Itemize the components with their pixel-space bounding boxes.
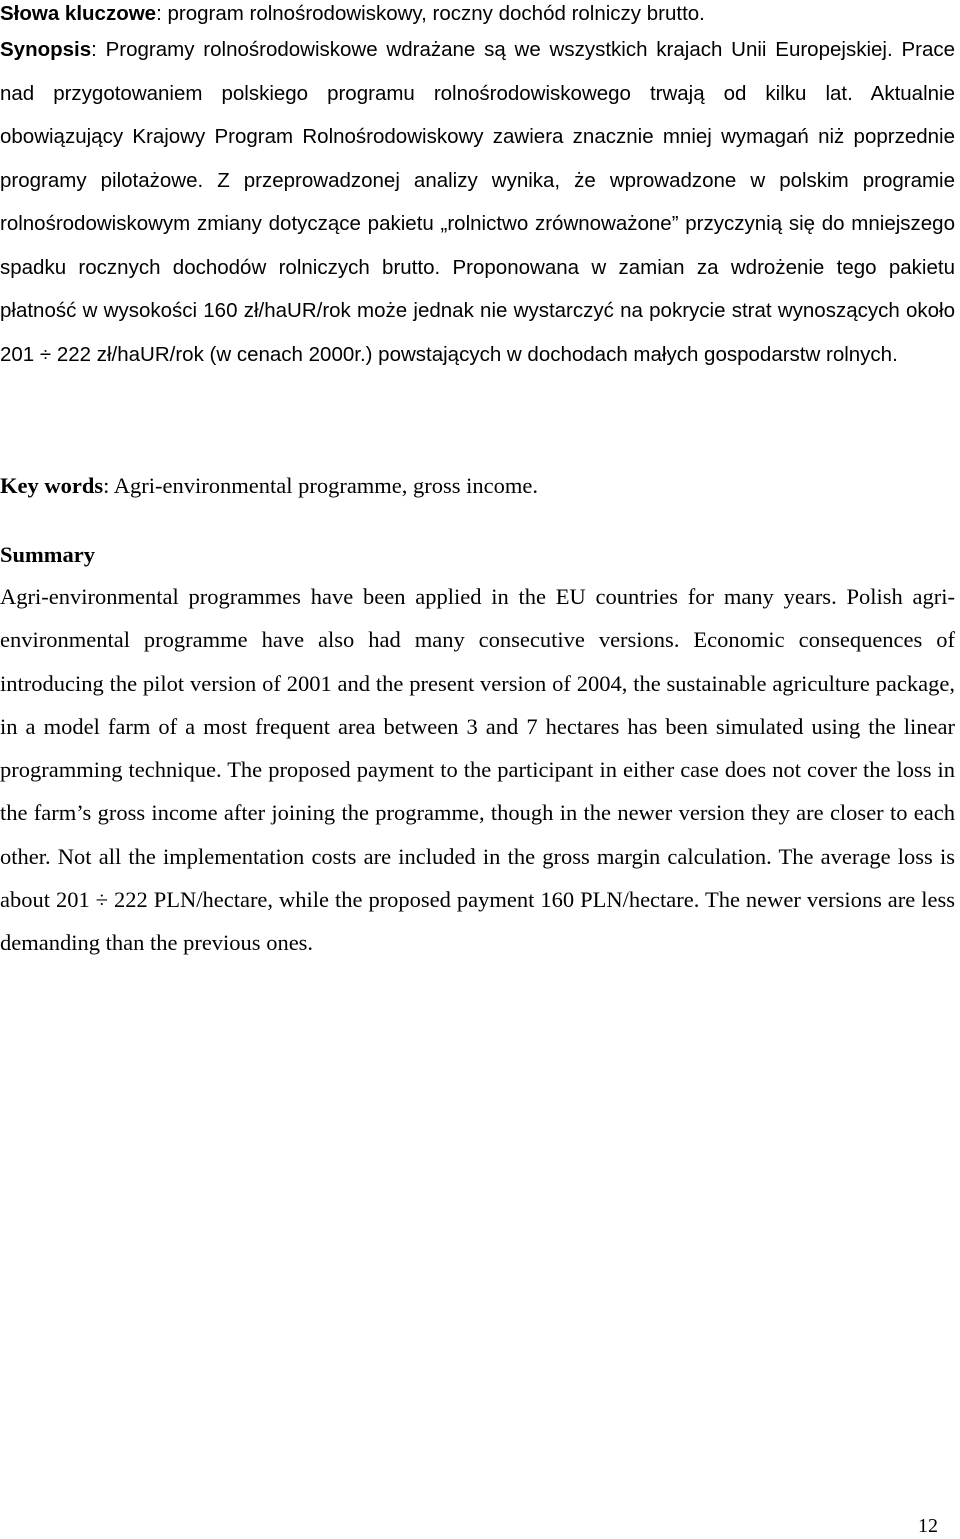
polish-keywords-text: : program rolnośrodowiskowy, roczny dochód rolniczy brutto.	[156, 2, 705, 25]
polish-synopsis	[0, 28, 955, 376]
page-number: 12	[918, 1515, 938, 1537]
polish-synopsis-text: : Programy rolnośrodowiskowe wdrażane są we wszystkich krajach Unii Europejskiej. Prace nad przygotowaniem polskiego programu rolnośrodowiskowego trwają od kilku lat. Aktualnie obowiązujący Krajowy Program Rolnośrodowiskowy zawiera znacznie mniej wymagań niż poprzednie programy pilotażowe. Z przeprowadzonej analizy wynika, że wprowadzone w polskim programie rolnośrodowiskowym zmiany dotyczące pakietu „rolnictwo zrównoważone” przyczynią się do mniejszego spadku rocznych dochodów rolniczych brutto. Proponowana w zamian za wdrożenie tego pakietu płatność w wysokości 160 zł/haUR/rok może jednak nie wystarczyć na pokrycie strat wynoszących około 201 ÷ 222 zł/haUR/rok (w cenach 2000r.) powstających w dochodach małych gospodarstw rolnych.	[0, 38, 955, 366]
polish-keywords-label: Słowa kluczowe	[0, 2, 157, 25]
english-keywords	[0, 464, 955, 507]
summary-paragraph: Agri-environmental programmes have been applied in the EU countries for many years. Polish agri-environmental programme have also had many consecutive versions. Economic consequences of introducing the pilot version of 2001 and the present version of 2004, the sustainable agriculture package, in a model farm of a most frequent area between 3 and 7 hectares has been simulated using the linear programming technique. The proposed payment to the participant in either case does not cover the loss in the farm’s gross income after joining the programme, though in the newer version they are closer to each other. Not all the implementation costs are included in the gross margin calculation. The average loss is about 201 ÷ 222 PLN/hectare, while the proposed payment 160 PLN/hectare. The newer versions are less demanding than the previous ones.	[0, 584, 955, 956]
polish-synopsis-label: Synopsis	[0, 38, 92, 61]
english-keywords-label: Key words	[0, 473, 104, 498]
summary-heading: Summary	[0, 542, 95, 567]
english-keywords-text: : Agri-environmental programme, gross income.	[103, 473, 539, 498]
